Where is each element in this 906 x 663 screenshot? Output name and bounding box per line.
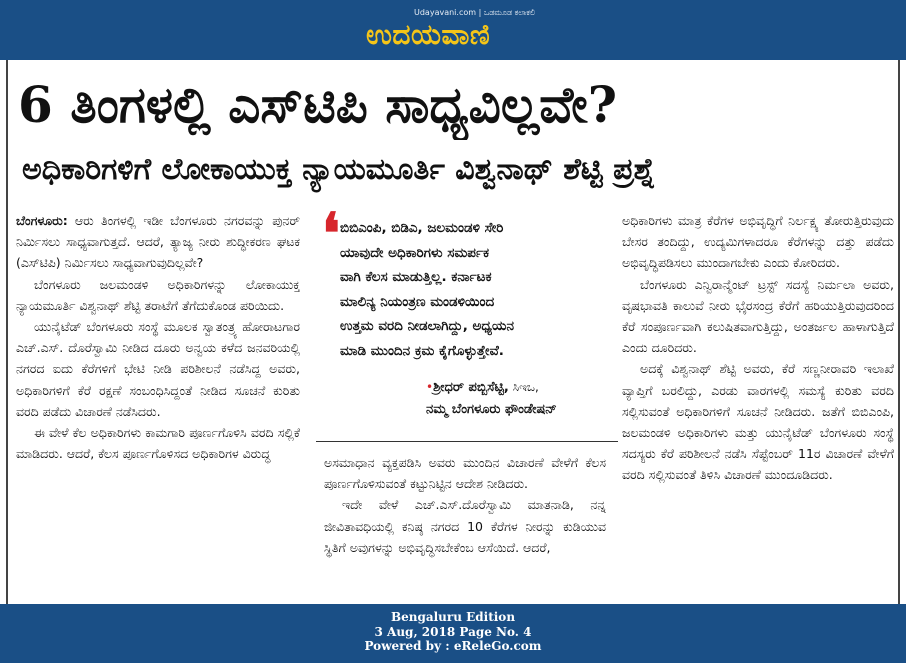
quote-line: ಯಾವುದೇ ಅಧಿಕಾರಿಗಳು ಸಮರ್ಪಕ bbox=[340, 244, 490, 261]
dateline: ಬೆಂಗಳೂರು: bbox=[16, 213, 68, 228]
pull-quote bbox=[316, 201, 618, 432]
paragraph: ಯುನೈಟೆಡ್ ಬೆಂಗಳೂರು ಸಂಸ್ಥೆ ಮೂಲಕ ಸ್ವಾತಂತ್ರ್ಯ ಹೋರಾಟಗಾರ ಎಚ್.ಎಸ್. ದೊರೆಸ್ವಾಮಿ ನೀಡಿದ ದೂರು ಅನ್ವಯ ಕಳೆದ ಜನವರಿಯಲ್ಲಿ ನಗರದ ಐದು ಕೆರೆಗಳಿಗೆ ಭೇಟಿ ನೀಡಿ ಪರಿಶೀಲನೆ ನಡೆಸಿದ್ದ ಅವರು, ಅಧಿಕಾರಿಗಳಿಗೆ ಕೆರೆ ರಕ್ಷಣೆ ಸಂಬಂಧಿಸಿದ್ದಂತೆ ನೀಡಿದ ಸೂಚನೆ ಕುರಿತು ವರದಿ ಪಡೆದು ವಿಚಾರಣೆ ನಡೆಸಿದರು. bbox=[16, 319, 300, 419]
page-border-right bbox=[898, 60, 900, 604]
headline: 6 ತಿಂಗಳಲ್ಲಿ ಎಸ್‌ಟಿಪಿ ಸಾಧ್ಯವಿಲ್ಲವೇ? bbox=[18, 75, 618, 134]
page-border-left bbox=[6, 60, 8, 604]
divider bbox=[316, 441, 618, 442]
paragraph: ಇದೇ ವೇಳೆ ಎಚ್.ಎಸ್.ದೊರೆಸ್ವಾಮಿ ಮಾತನಾಡಿ, ನನ್ನ ಜೀವಿತಾವಧಿಯಲ್ಲಿ ಕನಿಷ್ಠ ನಗರದ 10 ಕೆರೆಗಳ ನೀರನ್ನು ಕುಡಿಯುವ ಸ್ಥಿತಿಗೆ ಅವುಗಳನ್ನು ಅಭಿವೃದ್ಧಿಸಬೇಕೆಂಬ ಆಸೆಯಿದೆ. ಆದರೆ, bbox=[324, 497, 606, 555]
bullet-icon: • bbox=[426, 380, 434, 394]
quote-line: ಮಾಡಿ ಮುಂದಿನ ಕ್ರಮ ಕೈಗೊಳ್ಳುತ್ತೇವೆ. bbox=[340, 342, 504, 359]
quote-line: ಉತ್ತಮ ವರದಿ ನೀಡಲಾಗಿದ್ದು, ಅಧ್ಯಯನ bbox=[340, 318, 514, 334]
paragraph: ಅಧಿಕಾರಿಗಳು ಮಾತ್ರ ಕೆರೆಗಳ ಅಭಿವೃದ್ಧಿಗೆ ನಿರ್ಲಕ್ಷ್ಯ ತೋರುತ್ತಿರುವುದು ಬೇಸರ ತಂದಿದ್ದು, ಉದ್ಯಮಿಗಳಾದರೂ ಕೆರೆಗಳನ್ನು ದತ್ತು ಪಡೆದು ಅಭಿವೃದ್ಧಿಪಡಿಸಲು ಮುಂದಾಗಬೇಕು ಎಂದು ಕೋರಿದರು. bbox=[622, 213, 894, 271]
quote-text bbox=[340, 216, 610, 363]
paragraph: ಅಸಮಾಧಾನ ವ್ಯಕ್ತಪಡಿಸಿ ಅವರು ಮುಂದಿನ ವಿಚಾರಣೆ ವೇಳೆಗೆ ಕೆಲಸ ಪೂರ್ಣಗೊಳಿಸುವಂತೆ ಕಟ್ಟುನಿಟ್ಟಿನ ಆದೇಶ ನೀಡಿದರು. bbox=[324, 455, 606, 492]
newspaper-page bbox=[0, 60, 906, 604]
newspaper-logo: ಉದಯವಾಣಿ bbox=[366, 18, 491, 51]
quote-mark-icon: ❛ bbox=[322, 201, 341, 267]
quote-attribution bbox=[426, 376, 612, 421]
article-column-3 bbox=[622, 210, 894, 604]
paragraph: ಈ ವೇಳೆ ಕೆಲ ಅಧಿಕಾರಿಗಳು ಕಾಮಗಾರಿ ಪೂರ್ಣಗೊಳಿಸಿ ವರದಿ ಸಲ್ಲಿಕೆ ಮಾಡಿದರು. ಆದರೆ, ಕೆಲಸ ಪೂರ್ಣಗೊಳಿಸದ ಅಧಿಕಾರಿಗಳ ವಿರುದ್ಧ bbox=[16, 425, 300, 462]
subheadline: ಅಧಿಕಾರಿಗಳಿಗೆ ಲೋಕಾಯುಕ್ತ ನ್ಯಾಯಮೂರ್ತಿ ವಿಶ್ವನಾಥ್‌ ಶೆಟ್ಟಿ ಪ್ರಶ್ನೆ bbox=[22, 152, 656, 187]
quote-author: ಶ್ರೀಧರ್ ಪಬ್ಬಿಸೆಟ್ಟಿ, bbox=[433, 380, 509, 395]
paragraph: ಅದಕ್ಕೆ ವಿಶ್ವನಾಥ್‌ ಶೆಟ್ಟಿ ಅವರು, ಕೆರೆ ಸಣ್ಣನೀರಾವರಿ ಇಲಾಖೆ ವ್ಯಾಪ್ತಿಗೆ ಬರಲಿದ್ದು, ಎರಡು ವಾರಗಳಲ್ಲಿ ಸಮಸ್ಯೆ ಕುರಿತು ವರದಿ ಸಲ್ಲಿಸುವಂತೆ ಅಧಿಕಾರಿಗಳಿಗೆ ಸೂಚನೆ ನೀಡಿದರು. ಜತೆಗೆ ಬಿಬಿಎಂಪಿ, ಜಲಮಂಡಳಿ ಅಧಿಕಾರಿಗಳು ಮತ್ತು ಯುನೈಟೆಡ್ ಬೆಂಗಳೂರು ಸಂಸ್ಥೆ ಸದಸ್ಯರು ಕೆರೆ ಪರಿಶೀಲನೆ ನಡೆಸಿ ಸೆಪ್ಟೆಂಬರ್ 11ರ ವಿಚಾರಣೆ ವೇಳೆಗೆ ವರದಿ ಸಲ್ಲಿಸುವಂತೆ ತಿಳಿಸಿ ವಿಚಾರಣೆ ಮುಂದೂಡಿದರು. bbox=[622, 361, 894, 483]
powered-by: Powered by : eReleGo.com bbox=[364, 639, 542, 653]
edition-footer bbox=[0, 604, 906, 663]
paragraph bbox=[16, 210, 300, 274]
article-column-2 bbox=[324, 452, 606, 604]
edition-date-page: 3 Aug, 2018 Page No. 4 bbox=[374, 624, 532, 639]
quote-organization: ನಮ್ಮ ಬೆಂಗಳೂರು ಫೌಂಡೇಷನ್ bbox=[426, 402, 557, 417]
paragraph: ಬೆಂಗಳೂರು ಎನ್ವಿರಾನ್ಮೆಂಟ್ ಟ್ರಸ್ಟ್ ಸದಸ್ಯೆ ನಿರ್ಮಲಾ ಅವರು, ವೃಷಭಾವತಿ ಕಾಲುವೆ ನೀರು ಭೈರಸಂದ್ರ ಕೆರೆಗೆ ಹರಿಯುತ್ತಿರುವುದರಿಂದ ಕೆರೆ ಸಂಪೂರ್ಣವಾಗಿ ಕಲುಷಿತವಾಗುತ್ತಿದ್ದು, ಅಂತರ್ಜಲ ಹಾಳಾಗುತ್ತಿದೆ ಎಂದು ದೂರಿದರು. bbox=[622, 276, 894, 356]
quote-line: ಮಾಲಿನ್ಯ ನಿಯಂತ್ರಣ ಮಂಡಳಿಯಿಂದ bbox=[340, 293, 495, 310]
quote-line: ಬಿಬಿಎಂಪಿ, ಬಿಡಿಎ, ಜಲಮಂಡಳಿ ಸೇರಿ bbox=[340, 220, 504, 236]
edition-name: Bengaluru Edition bbox=[390, 610, 516, 624]
quote-role: ಸಿಇಒ, bbox=[512, 380, 539, 394]
paragraph-text: ಆರು ತಿಂಗಳಲ್ಲಿ ಇಡೀ ಬೆಂಗಳೂರು ನಗರವನ್ನು ಪುನರ್ ನಿರ್ಮಿಸಲು ಸಾಧ್ಯವಾಗುತ್ತದೆ. ಆದರೆ, ತ್ಯಾಜ್ಯ ನೀರು ಶುದ್ಧೀಕರಣ ಘಟಕ (ಎಸ್‌ಟಿಪಿ) ನಿರ್ಮಿಸಲು ಸಾಧ್ಯವಾಗುವುದಿಲ್ಲವೇ? bbox=[16, 213, 300, 271]
masthead-tagline: Udayavani.com | ಒಡಮೂಡ ಕಲಾಕಲಿ bbox=[414, 8, 535, 17]
paragraph: ಬೆಂಗಳೂರು ಜಲಮಂಡಳಿ ಅಧಿಕಾರಿಗಳನ್ನು ಲೋಕಾಯುಕ್ತ ನ್ಯಾಯಮೂರ್ತಿ ವಿಶ್ವನಾಥ್‌ ಶೆಟ್ಟಿ ತರಾಟೆಗೆ ತೆಗೆದುಕೊಂಡ ಪರಿಯಿದು. bbox=[16, 276, 300, 313]
masthead bbox=[0, 0, 906, 60]
article-column-1 bbox=[16, 210, 300, 604]
quote-line: ವಾಗಿ ಕೆಲಸ ಮಾಡುತ್ತಿಲ್ಲ. ಕರ್ನಾಟಕ bbox=[340, 269, 492, 285]
